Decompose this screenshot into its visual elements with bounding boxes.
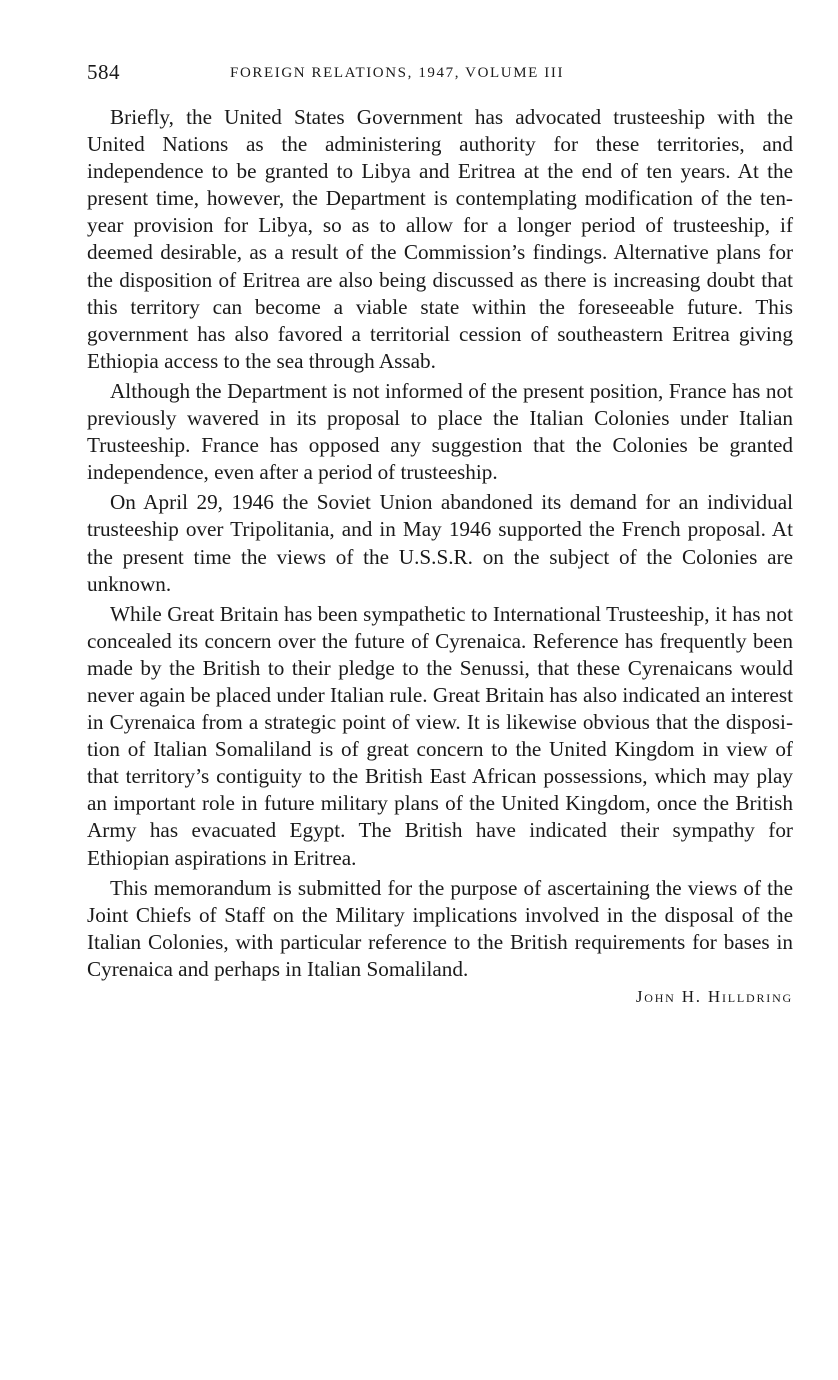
signature: John H. Hilldring (635, 987, 793, 1006)
page-number: 584 (87, 60, 120, 84)
paragraph-british-position: While Great Britain has been sympathetic to International Trusteeship, it has not concealed its concern over the future of Cyrenaica. Reference has frequently been made by the British to their pledge to the Senussi, that these Cyrenaicans would never again be placed under Italian rule. Great Britain has also indicated an interest in Cyrenaica from a strategic point of view. It is likewise obvious that the disposition of Italian Somaliland is of great concern to the United Kingdom in view of that territory’s contiguity to the British East African possessions, which may play an important role in future military plans of the United Kingdom, once the British Army has evacuated Egypt. The British have indicated their sympathy for Ethiopian aspirations in Eritrea. (87, 601, 793, 870)
body-text (87, 104, 793, 983)
paragraph-soviet-position: On April 29, 1946 the Soviet Union abandoned its demand for an individual trusteeship over Tripolitania, and in May 1946 supported the French proposal. At the present time the views of the U.S.S.R. on the subject of the Colonies are unknown. (87, 490, 793, 596)
paragraph-purpose: This memorandum is submitted for the purpose of ascertaining the views of the Joint Chiefs of Staff on the Military implications involved in the disposal of the Italian Colonies, with particular reference to the British requirements for bases in Cyrenaica and perhaps in Italian Somaliland. (87, 875, 793, 981)
paragraph-france-position: Although the Department is not informed of the present position, France has not previously wavered in its proposal to place the Italian Colonies under Italian Trusteeship. France has opposed any suggestion that the Colonies be granted independence, even after a period of trusteeship. (87, 378, 793, 485)
document-page (87, 58, 793, 1007)
page-header (87, 58, 793, 92)
running-head: FOREIGN RELATIONS, 1947, VOLUME III (230, 65, 565, 81)
paragraph-us-position: Briefly, the United States Government has advocated trusteeship with the United Nations as the administering authority for these territories, and independence to be granted to Libya and Eritrea at the end of ten years. At the present time, however, the Department is contemplating modification of the ten-year provision for Libya, so as to allow for a longer period of trusteeship, if deemed desirable, as a result of the Commission’s findings. Alternative plans for the disposition of Eritrea are also being discussed as there is increasing doubt that this territory can become a viable state within the foreseeable future. This government has also favored a territorial cession of southeastern Eritrea giving Ethiopia access to the sea through Assab. (87, 105, 793, 373)
